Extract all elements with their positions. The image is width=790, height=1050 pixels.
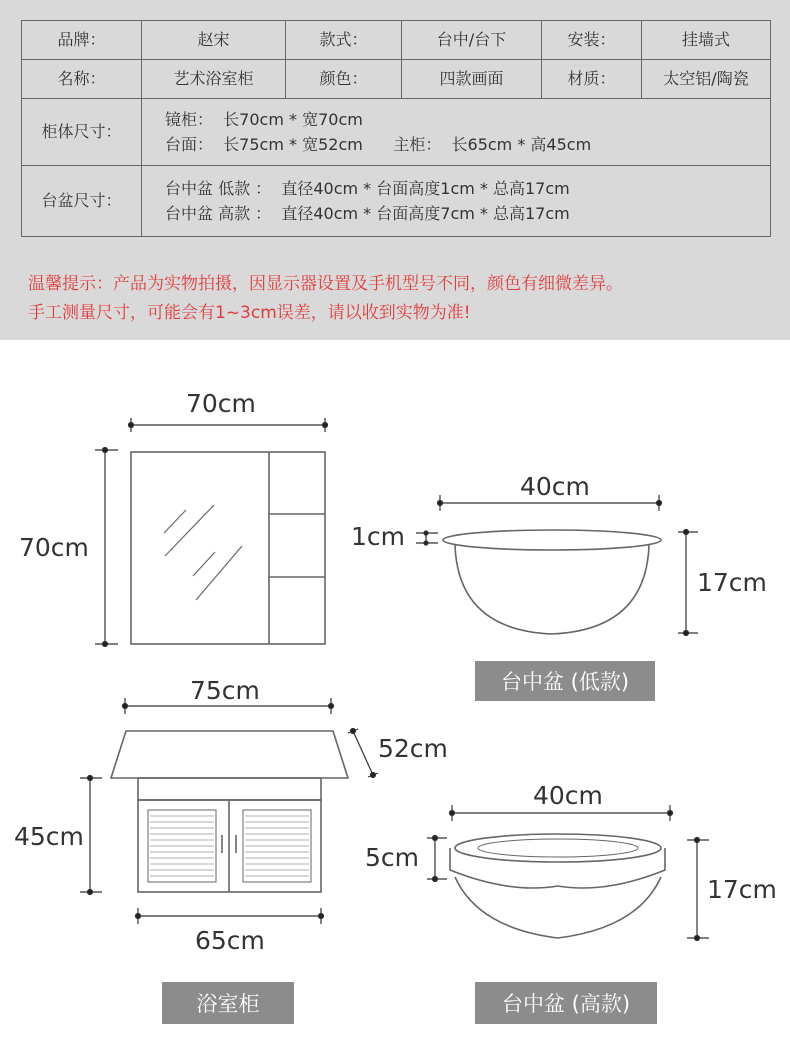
dimension-drawing [0, 340, 790, 1050]
low-basin-caption: 台中盆 (低款) [475, 661, 655, 701]
material-label: 材质： [542, 60, 642, 99]
cabinet-size-label: 柜体尺寸： [22, 99, 142, 166]
style-value: 台中/台下 [402, 21, 542, 60]
cabinet-width-label: 65cm [195, 926, 265, 955]
color-value: 四款画面 [402, 60, 542, 99]
mirror-cabinet [131, 452, 325, 644]
cabinet-size-line1: 镜柜： 长70cm * 宽70cm [165, 110, 363, 129]
high-basin-caption: 台中盆 (高款) [475, 982, 657, 1024]
name-value: 艺术浴室柜 [142, 60, 286, 99]
mirror-height-label: 70cm [19, 533, 89, 562]
notice [28, 270, 788, 328]
low-basin [443, 530, 661, 634]
install-label: 安装： [542, 21, 642, 60]
spec-table [21, 20, 771, 237]
basin-size-label: 台盆尺寸： [22, 166, 142, 237]
mirror-width-label: 70cm [186, 389, 256, 418]
high-basin [450, 834, 665, 938]
basin-size-value [142, 166, 771, 237]
low-basin-rim-label: 1cm [351, 522, 406, 551]
high-basin-rim-label: 5cm [365, 843, 420, 872]
cabinet-size-line2: 台面： 长75cm * 宽52cm 主柜： 长65cm * 高45cm [165, 135, 592, 154]
material-value: 太空铝/陶瓷 [642, 60, 771, 99]
cabinet-height-label: 45cm [14, 822, 84, 851]
basin-size-line2: 台中盆 高款 ： 直径40cm * 台面高度7cm * 总高17cm [165, 204, 570, 223]
low-basin-height-label: 17cm [697, 568, 767, 597]
brand-value: 赵宋 [142, 21, 286, 60]
install-value: 挂墙式 [642, 21, 771, 60]
vanity-cabinet [111, 731, 348, 892]
cabinet-size-value [142, 99, 771, 166]
basin-size-line1: 台中盆 低款 ： 直径40cm * 台面高度1cm * 总高17cm [165, 179, 570, 198]
notice-line2: 手工测量尺寸，可能会有1~3cm误差，请以收到实物为准! [28, 303, 471, 323]
counter-depth-label: 52cm [378, 734, 448, 763]
notice-line1: 温馨提示：产品为实物拍摄，因显示器设置及手机型号不同，颜色有细微差异。 [28, 274, 623, 294]
style-label: 款式： [286, 21, 402, 60]
cabinet-caption: 浴室柜 [162, 982, 294, 1024]
spec-panel [0, 0, 790, 340]
high-basin-height-label: 17cm [707, 875, 777, 904]
high-basin-diameter-label: 40cm [533, 781, 603, 810]
name-label: 名称： [22, 60, 142, 99]
counter-length-label: 75cm [190, 676, 260, 705]
low-basin-diameter-label: 40cm [520, 472, 590, 501]
color-label: 颜色： [286, 60, 402, 99]
brand-label: 品牌： [22, 21, 142, 60]
